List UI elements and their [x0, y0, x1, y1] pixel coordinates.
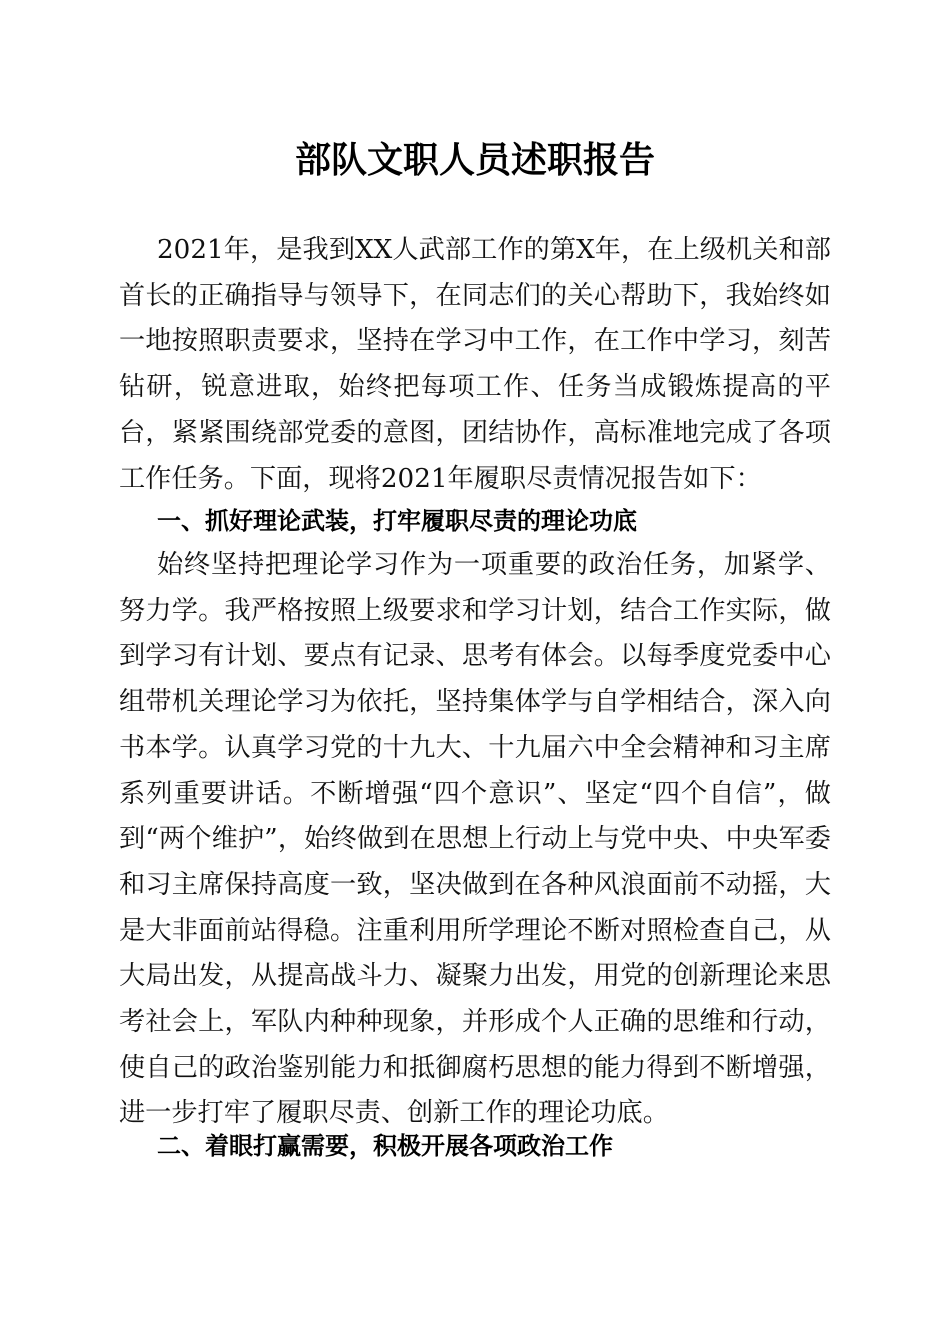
document-title: 部队文职人员述职报告 — [294, 139, 655, 181]
section-1-body: 始终坚持把理论学习作为一项重要的政治任务，加紧学、努力学。我严格按照上级要求和学习计划，结合工作实际，做到学习有计划、要点有记录、思考有体会。以每季度党委中心组带机关理论学习为依托，坚持集体学与自学相结合，深入向书本学。认真学习党的十九大、十九届六中全会精神和习主席系列重要讲话。不断增强“四个意识”、坚定“四个自信”，做到“两个维护”，始终做到在思想上行动上与党中央、中央军委和习主席保持高度一致，坚决做到在各种风浪面前不动摇，大是大非面前站得稳。注重利用所学理论不断对照检查自己，从大局出发，从提高战斗力、凝聚力出发，用党的创新理论来思考社会上，军队内种种现象，并形成个人正确的思维和行动，使自己的政治鉴别能力和抵御腐朽思想的能力得到不断增强，进一步打牢了履职尽责、创新工作的理论功底。 — [119, 550, 831, 1129]
intro-paragraph: 2021年，是我到XX人武部工作的第X年，在上级机关和部首长的正确指导与领导下，在同志们的关心帮助下，我始终如一地按照职责要求，坚持在学习中工作，在工作中学习，刻苦钻研，锐意进取，始终把每项工作、任务当成锻炼提高的平台，紧紧围绕部党委的意图，团结协作，高标准地完成了各项工作任务。下面，现将2021年履职尽责情况报告如下： — [119, 235, 831, 494]
section-2-heading: 二、着眼打赢需要，积极开展各项政治工作 — [157, 1132, 613, 1160]
section-1-heading: 一、抓好理论武装，打牢履职尽责的理论功底 — [157, 507, 637, 535]
